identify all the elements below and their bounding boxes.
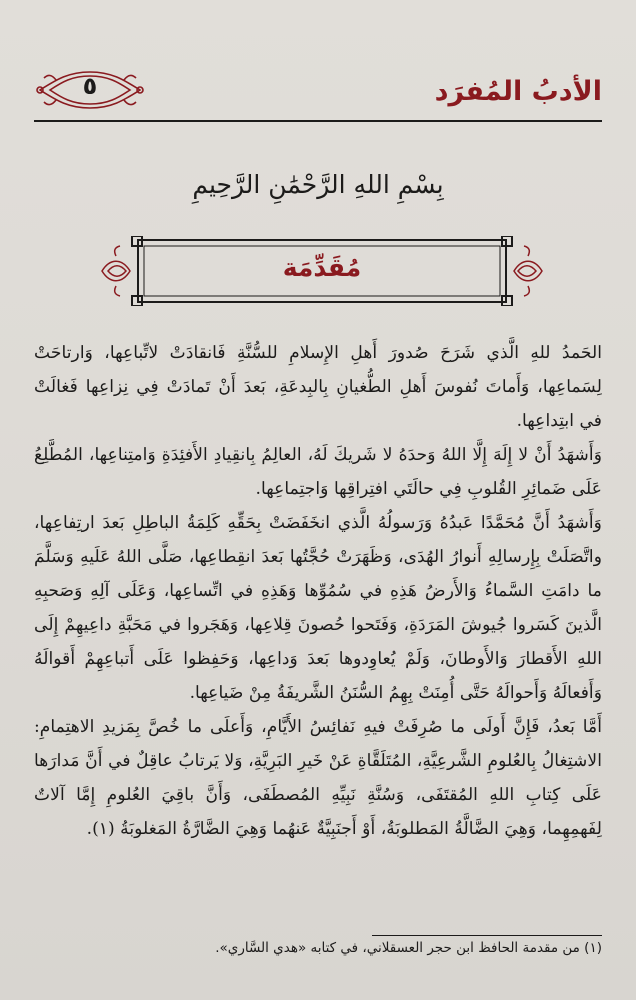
body-text	[34, 336, 602, 846]
paragraph: وَأَشهَدُ أَنَّ مُحَمَّدًا عَبدُهُ وَرَسولُهُ الَّذي انخَفَضَتْ بِحَقِّهِ كَلِمَةُ الباطِلِ بَعدَ ارتِفاعِها، واتَّصَلَتْ بِإِرسالِهِ أَنوارُ الهُدَى، وَظَهَرَتْ حُجَّتُها بَعدَ انقِطاعِها، صَلَّى اللهُ عَلَيهِ وَسَلَّمَ ما دامَتِ السَّماءُ وَالأَرضُ هَذِهِ في سُمُوِّها وَهَذِهِ في اتِّساعِها، وَعَلَى آلِهِ وَصَحبِهِ الَّذينَ كَسَروا جُيوشَ المَرَدَةِ، وَفَتَحوا حُصونَ قِلاعِها، وَهَجَروا في مَحَبَّةِ داعِيهِمْ إِلَى اللهِ الأَقطارَ وَالأَوطانَ، وَلَمْ يُعاوِدوها بَعدَ وَداعِها، وَحَفِظوا عَلَى أَتباعِهِمْ أَقوالَهُ وَأَفعالَهُ وَأَحوالَهُ حَتَّى أُمِنَتْ بِهِمُ السُّنَنُ الشَّريفَةُ مِنْ ضَياعِها.	[34, 513, 602, 703]
section-title: مُقَدِّمَة	[282, 253, 362, 282]
footnote-divider	[372, 935, 602, 936]
section-title-frame	[100, 236, 544, 306]
header-divider	[34, 120, 602, 122]
paragraph: الحَمدُ للهِ الَّذي شَرَحَ صُدورَ أَهلِ الإِسلامِ للسُّنَّةِ فَانقادَتْ لاتِّباعِها، وَارتاحَتْ لِسَماعِها، وَأَماتَ نُفوسَ أَهلِ الطُّغيانِ بِالبِدعَةِ، بَعدَ أَنْ تَمادَتْ فِي نِزاعِها فَغالَتْ في ابتِداعِها.	[34, 343, 602, 431]
paragraph: وَأَشهَدُ أَنْ لا إِلَهَ إِلَّا اللهُ وَحدَهُ لا شَريكَ لَهُ، العالِمُ بِانقِيادِ الأَفئِدَةِ وَامتِناعِها، المُطَّلِعُ عَلَى ضَمائِرِ القُلوبِ فِي حالَتَي افتِراقِها وَاجتِماعِها.	[34, 445, 602, 499]
basmala: بِسْمِ اللهِ الرَّحْمَٰنِ الرَّحِيمِ	[192, 170, 444, 199]
book-title: الأدبُ المُفرَد	[434, 76, 602, 107]
page-number: ٥	[82, 72, 98, 100]
page-header	[34, 66, 602, 128]
paragraph: أَمَّا بَعدُ، فَإِنَّ أَولَى ما صُرِفَتْ فيهِ نَفائِسُ الأَيَّامِ، وَأَعلَى ما خُصَّ بِمَزيدِ الاهتِمامِ: الاشتِغالُ بِالعُلومِ الشَّرعِيَّةِ، المُتَلَقَّاةِ عَنْ خَيرِ البَرِيَّةِ، وَلا يَرتابُ عاقِلٌ في أَنَّ مَدارَها عَلَى كِتابِ اللهِ المُقتَفَى، وَسُنَّةِ نَبِيِّهِ المُصطَفَى، وَأَنَّ باقِيَ العُلومِ إِمَّا آلاتٌ لِفَهمِهِما، وَهِيَ الضَّالَّةُ المَطلوبَةُ، أَوْ أَجنَبِيَّةٌ عَنهُما وَهِيَ الضَّارَّةُ المَغلوبَةُ (١).	[34, 717, 602, 839]
footnote: (١) من مقدمة الحافظ ابن حجر العسقلاني، في كتابه «هدي السَّاري».	[215, 940, 602, 956]
